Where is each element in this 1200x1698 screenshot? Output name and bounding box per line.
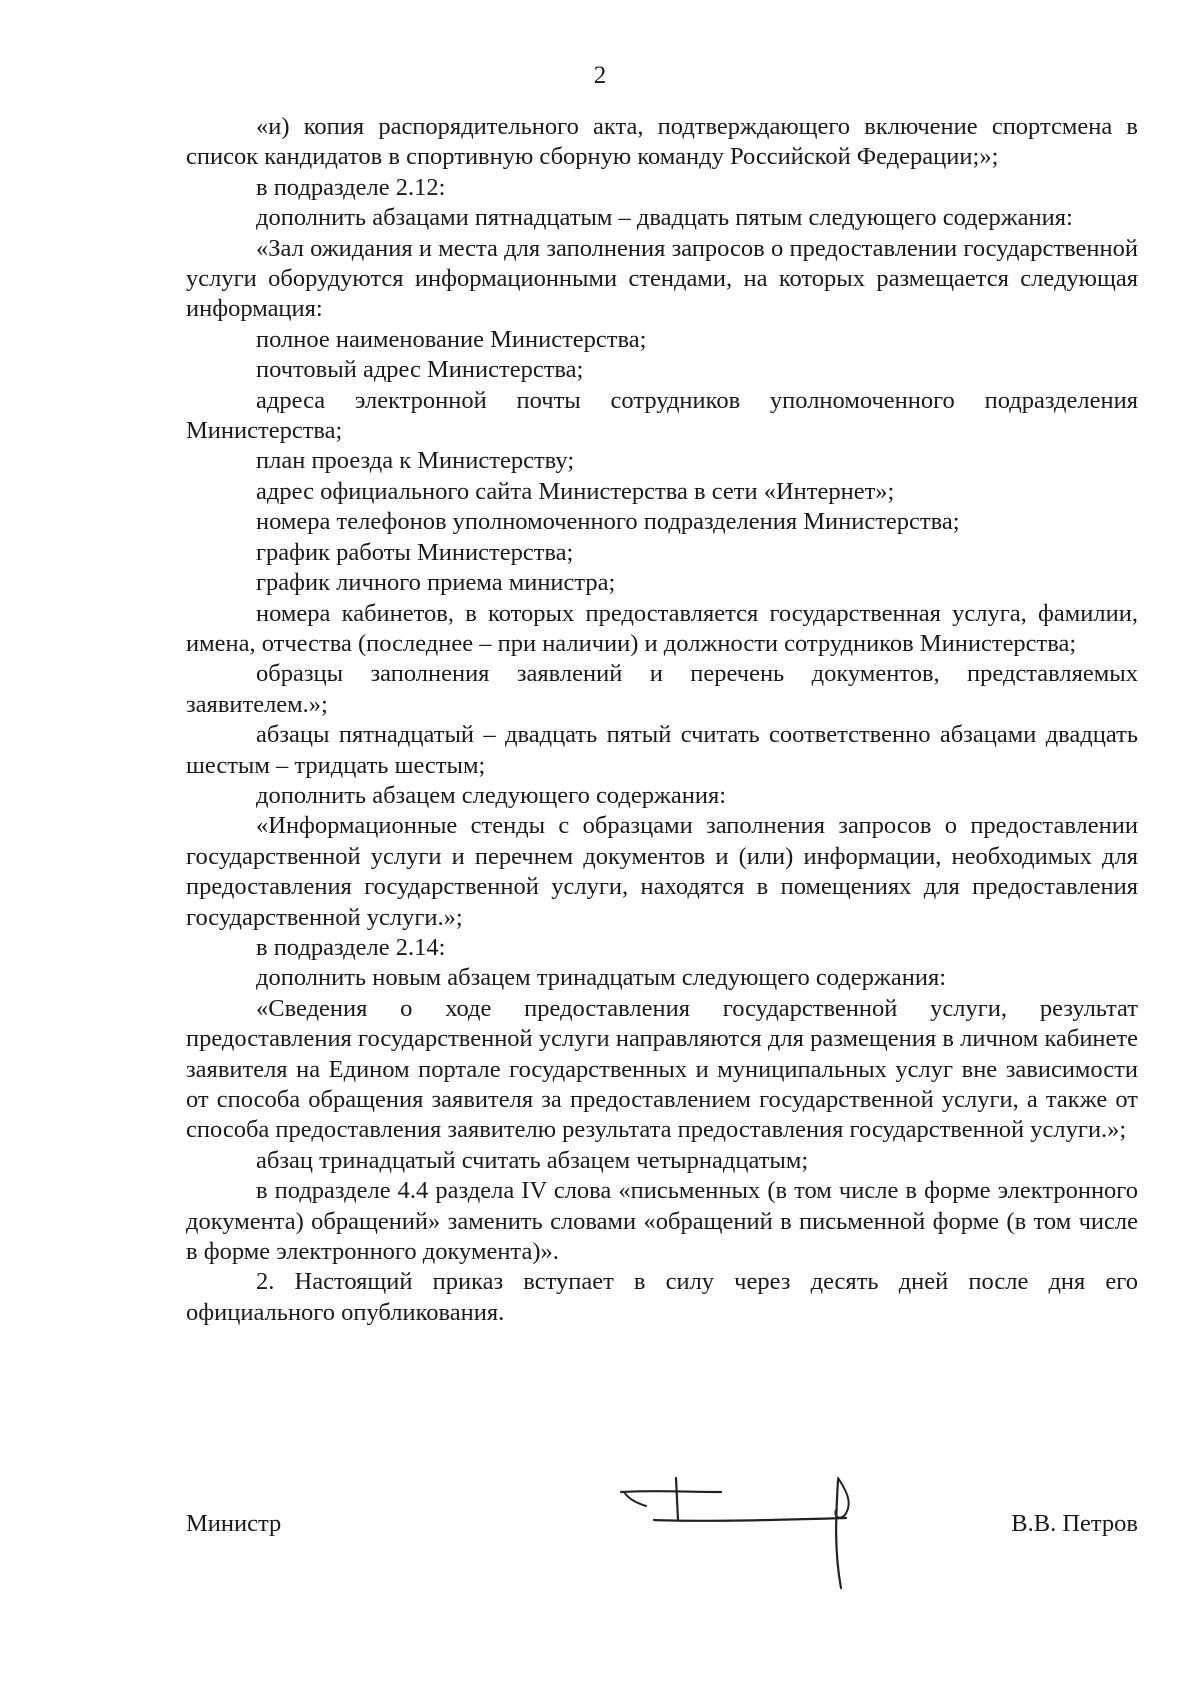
paragraph: полное наименование Министерства; (256, 325, 647, 353)
paragraph: «и) копия распорядительного акта, подтверждающего включение спортсмена в список кандидатов в спортивную сборную команду Российской Федерации;»; (186, 113, 1138, 171)
paragraph: «Сведения о ходе предоставления государственной услуги, результат предоставления государственной услуги направляются для размещения в личном кабинете заявителя на Едином портале государственных и муниципальных услуг вне зависимости от способа обращения заявителя за предоставлением государственной услуги, а также от способа предоставления заявителю результата предоставления государственной услуги.»; (186, 994, 1138, 1144)
paragraph: номера кабинетов, в которых предоставляется государственная услуга, фамилии, имена, отчества (последнее – при наличии) и должности сотрудников Министерства; (186, 599, 1138, 657)
paragraph: дополнить новым абзацем тринадцатым следующего содержания: (256, 964, 947, 992)
paragraph: дополнить абзацами пятнадцатым – двадцать пятым следующего содержания: (256, 204, 1073, 232)
paragraph: график личного приема министра; (256, 569, 616, 597)
signatory-name: В.В. Петров (1011, 1510, 1138, 1537)
signatory-title: Министр (186, 1510, 282, 1537)
paragraph: абзац тринадцатый считать абзацем четырнадцатым; (256, 1146, 809, 1174)
paragraph: в подразделе 2.12: (256, 173, 446, 201)
paragraph: адрес официального сайта Министерства в сети «Интернет»; (256, 477, 895, 505)
paragraph: график работы Министерства; (256, 538, 574, 566)
paragraph: адреса электронной почты сотрудников уполномоченного подразделения Министерства; (186, 386, 1138, 445)
signature-block (186, 1480, 1138, 1640)
paragraph: план проезда к Министерству; (256, 447, 575, 475)
paragraph: в подразделе 4.4 раздела IV слова «письменных (в том числе в форме электронного документа) обращений» заменить словами «обращений в письменной форме (в том числе в форме электронного документа)». (186, 1177, 1138, 1266)
paragraph: в подразделе 2.14: (256, 933, 446, 961)
paragraph: абзацы пятнадцатый – двадцать пятый считать соответственно абзацами двадцать шестым – тридцать шестым; (186, 721, 1138, 779)
handwritten-signature (616, 1470, 886, 1595)
paragraph: «Информационные стенды с образцами заполнения запросов о предоставлении государственной услуги и перечнем документов и (или) информации, необходимых для предоставления государственной услуги, находятся в помещениях для предоставления государственной услуги.»; (186, 812, 1138, 931)
paragraph: почтовый адрес Министерства; (256, 356, 584, 384)
paragraph: «Зал ожидания и места для заполнения запросов о предоставлении государственной услуги оборудуются информационными стендами, на которых размещается следующая информация: (186, 234, 1138, 323)
paragraph: дополнить абзацем следующего содержания: (256, 781, 727, 809)
page-number: 2 (593, 62, 607, 89)
document-body (186, 112, 1138, 1328)
paragraph: 2. Настоящий приказ вступает в силу через десять дней после дня его официального опубликования. (186, 1268, 1138, 1326)
paragraph: образцы заполнения заявлений и перечень документов, представляемых заявителем.»; (186, 660, 1138, 718)
paragraph: номера телефонов уполномоченного подразделения Министерства; (256, 508, 960, 536)
